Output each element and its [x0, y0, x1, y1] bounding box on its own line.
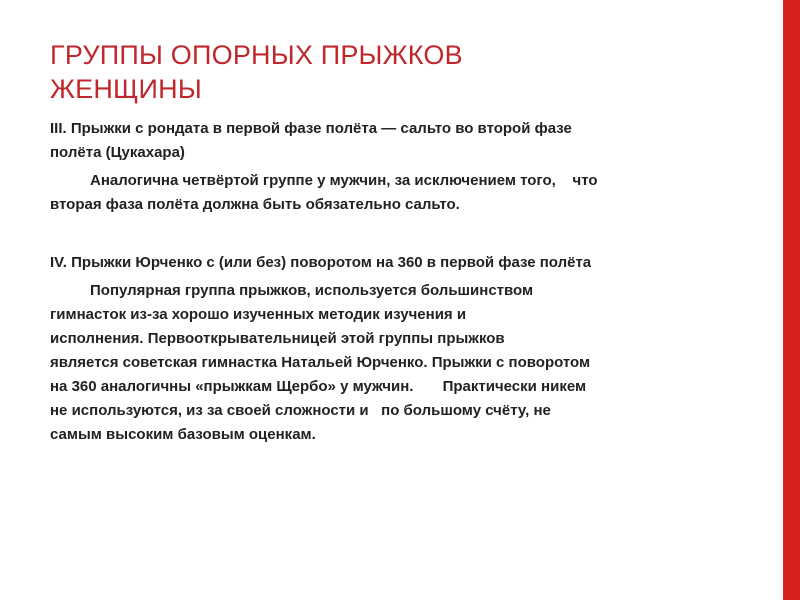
section-4-text-line: Популярная группа прыжков, используется большинством — [90, 282, 534, 299]
section-3-heading-line: полёта (Цукахара) — [50, 144, 185, 161]
section-4-text-line: является советская гимнастка Натальей Юрченко. Прыжки с поворотом — [50, 354, 591, 371]
section-4-heading — [50, 251, 776, 275]
section-4-text-line: исполнения. Первооткрывательницей этой группы прыжков — [50, 330, 505, 347]
section-3-heading-line: III. Прыжки с рондата в первой фазе полёта — сальто во второй фазе — [50, 120, 572, 137]
section-4-text-line: гимнасток из-за хорошо изученных методик изучения и — [50, 306, 467, 323]
section-4-heading-line: IV. Прыжки Юрченко с (или без) поворотом на 360 в первой фазе полёта — [50, 254, 592, 271]
section-4-text — [50, 279, 776, 447]
accent-bar — [783, 0, 800, 600]
section-4-text-line: не используются, из за своей сложности и по большому счёту, не — [50, 402, 551, 419]
section-4-text-line: на 360 аналогичны «прыжкам Щербо» у мужчин. Практически никем — [50, 378, 587, 395]
slide-title — [50, 38, 750, 106]
slide-body — [50, 117, 776, 447]
section-4-text-line: самым высоким базовым оценкам. — [50, 426, 316, 443]
slide-title-line: ГРУППЫ ОПОРНЫХ ПРЫЖКОВ — [50, 40, 463, 70]
section-3-heading — [50, 117, 776, 165]
section-3-text-line: Аналогична четвёртой группе у мужчин, за исключением того, что — [90, 172, 598, 189]
slide-title-line: ЖЕНЩИНЫ — [50, 74, 202, 104]
section-3-text — [50, 169, 776, 217]
section-3-text-line: вторая фаза полёта должна быть обязательно сальто. — [50, 196, 460, 213]
